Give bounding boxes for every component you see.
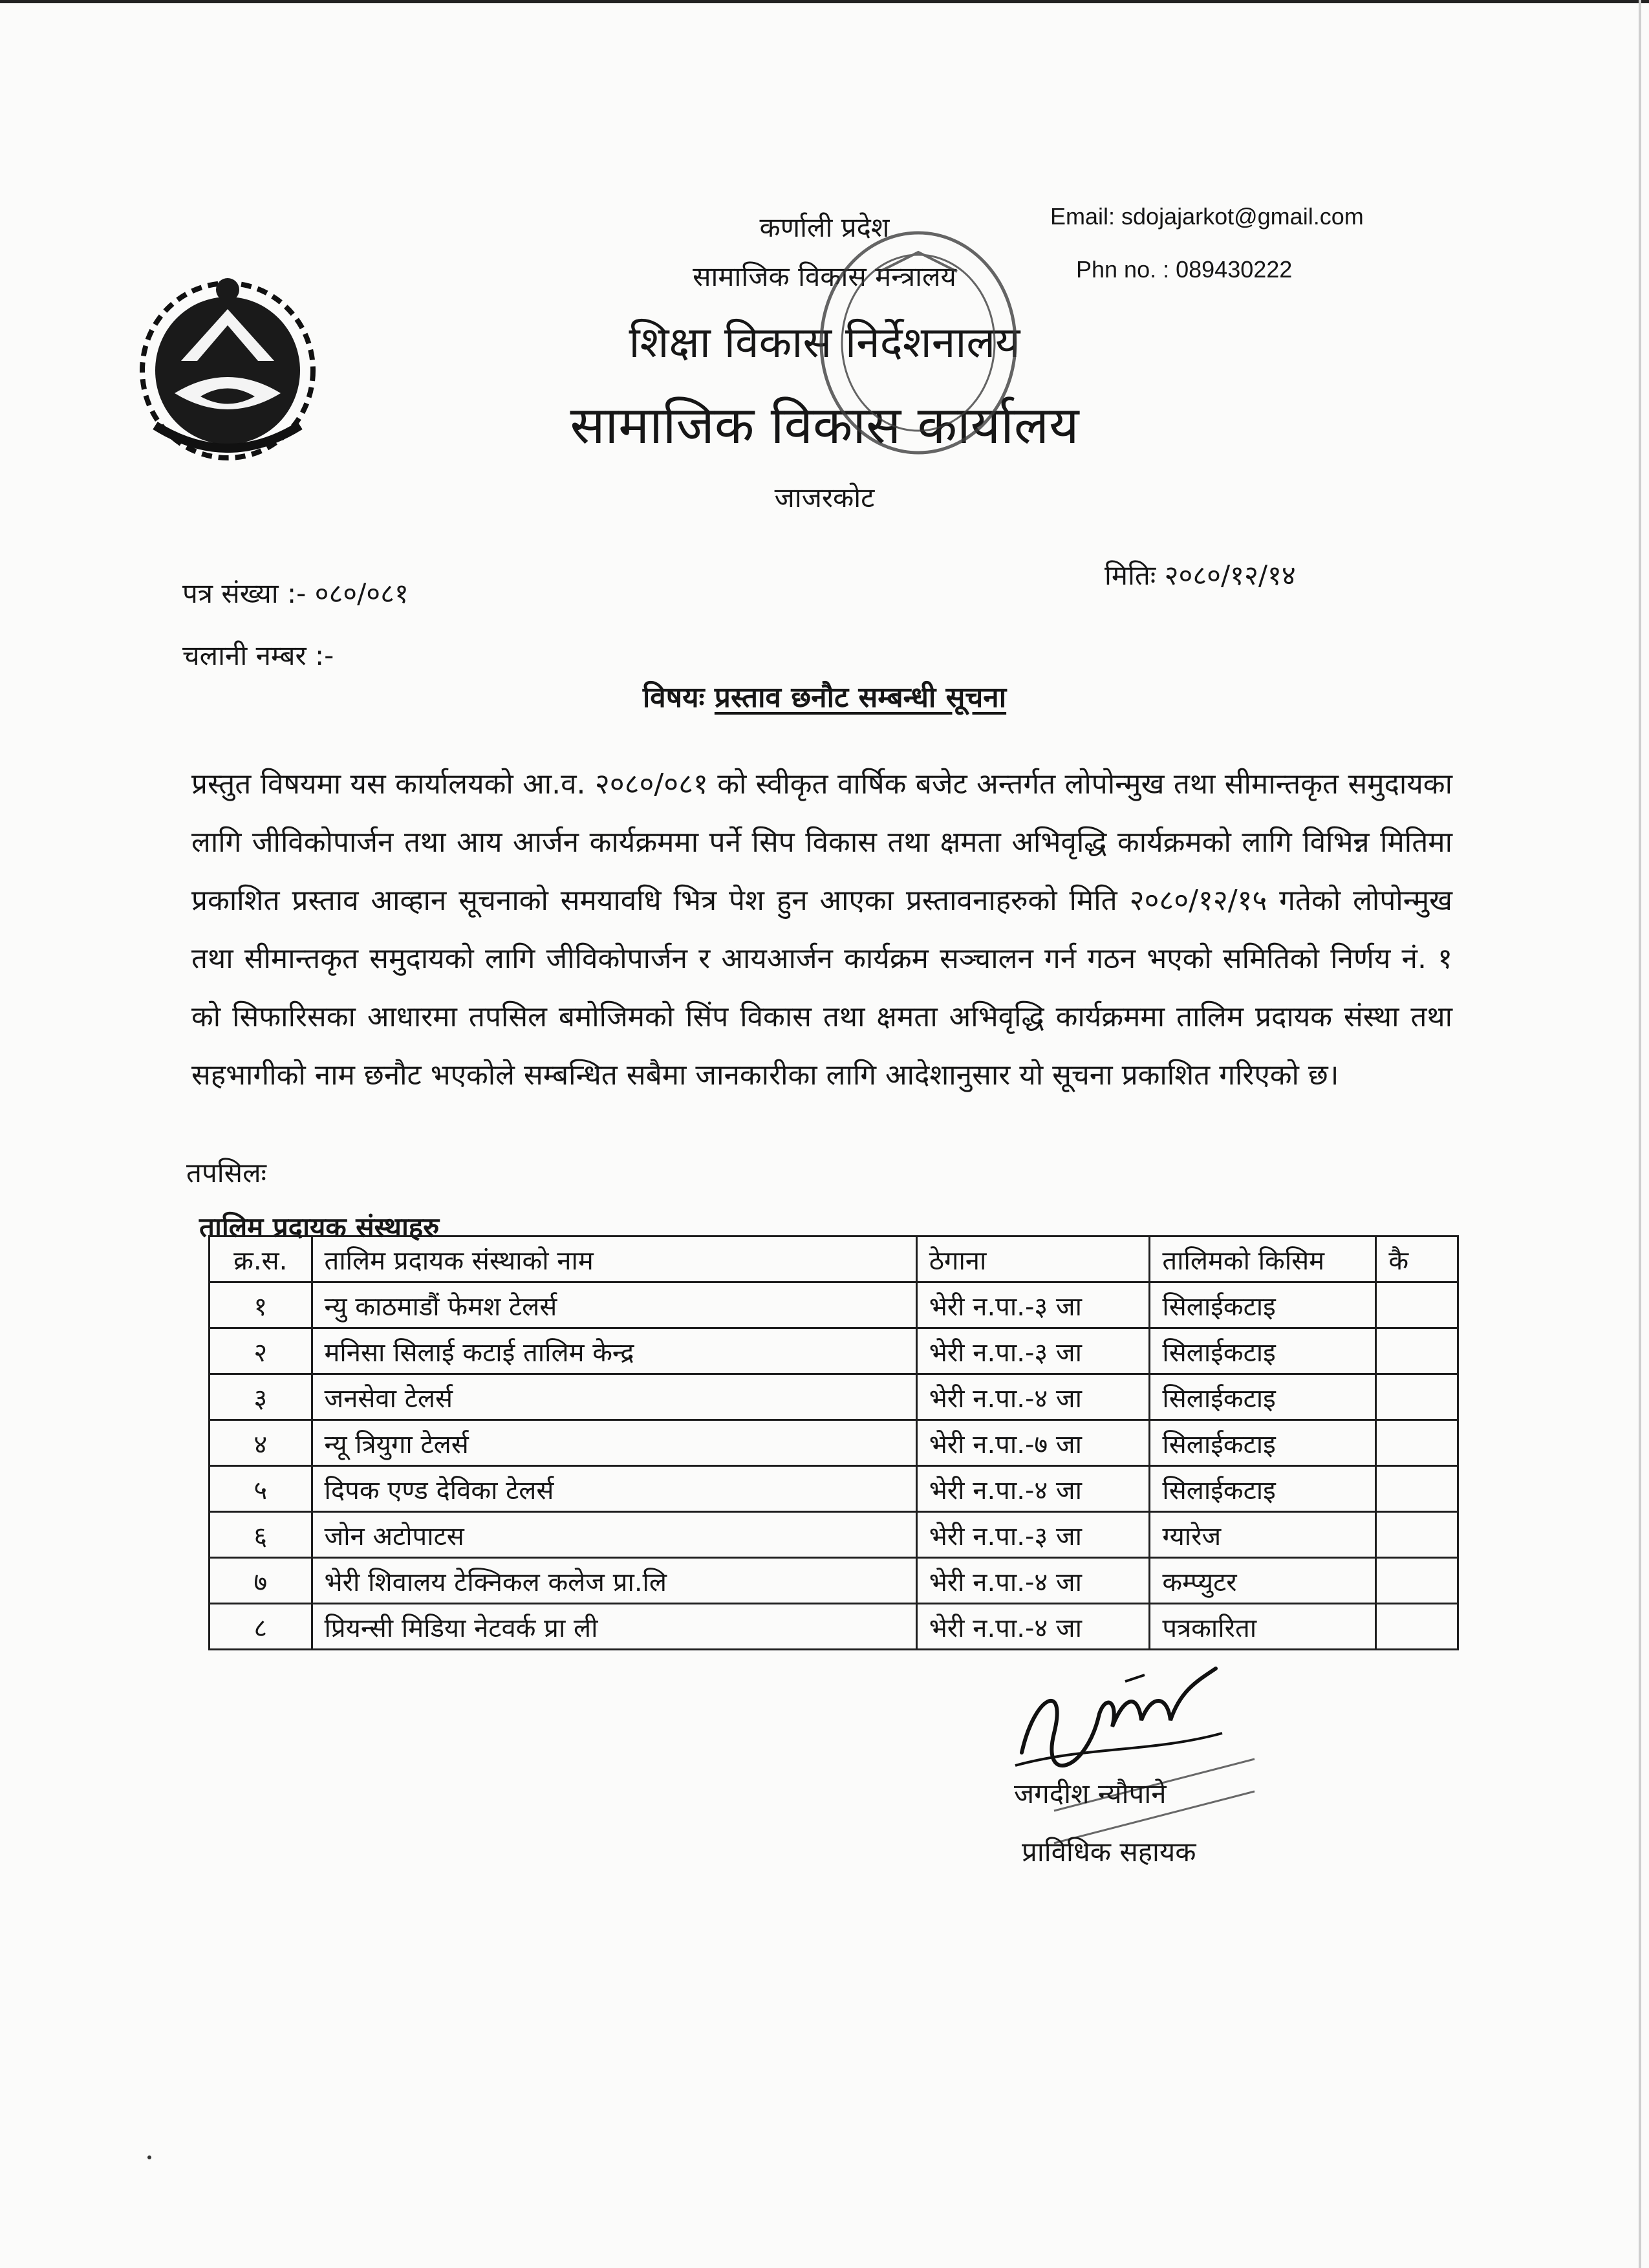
ministry-name: सामाजिक विकास मन्त्रालय [693, 261, 956, 292]
cell-name: भेरी शिवालय टेक्निकल कलेज प्रा.लि [312, 1558, 916, 1604]
cell-address: भेरी न.पा.-४ जा [916, 1466, 1150, 1512]
cell-remark [1376, 1466, 1458, 1512]
col-header-sn: क्र.स. [210, 1237, 312, 1282]
cell-sn: ४ [210, 1420, 312, 1466]
signatory-name: जगदीश न्यौपाने [1014, 1778, 1167, 1809]
table-row [210, 1420, 1458, 1466]
cell-remark [1376, 1558, 1458, 1604]
cell-name: न्यू त्रियुगा टेलर्स [312, 1420, 916, 1466]
cell-remark [1376, 1374, 1458, 1420]
cell-name: न्यु काठमाडौं फेमश टेलर्स [312, 1282, 916, 1328]
cell-sn: ६ [210, 1512, 312, 1558]
subject-text: प्रस्ताव छनौट सम्बन्धी सूचना [714, 681, 1007, 714]
col-header-type: तालिमको किसिम [1150, 1237, 1376, 1282]
cell-type: सिलाईकटाइ [1150, 1466, 1376, 1512]
cell-remark [1376, 1512, 1458, 1558]
col-header-remarks: कै [1376, 1237, 1458, 1282]
contact-phone: Phn no. : 089430222 [1076, 256, 1293, 283]
table-row [210, 1558, 1458, 1604]
dispatch-number: चलानी नम्बर :- [182, 640, 334, 671]
table-row [210, 1282, 1458, 1328]
top-scan-border [0, 0, 1649, 12]
cell-type: कम्प्युटर [1150, 1558, 1376, 1604]
cell-type: सिलाईकटाइ [1150, 1328, 1376, 1374]
table-row [210, 1466, 1458, 1512]
cell-sn: ३ [210, 1374, 312, 1420]
cell-address: भेरी न.पा.-४ जा [916, 1604, 1150, 1650]
col-header-name: तालिम प्रदायक संस्थाको नाम [312, 1237, 916, 1282]
cell-type: ग्यारेज [1150, 1512, 1376, 1558]
province-name: कर्णाली प्रदेश [759, 211, 890, 243]
table-row [210, 1512, 1458, 1558]
subject-label: विषयः [642, 681, 705, 714]
cell-name: प्रियन्सी मिडिया नेटवर्क प्रा ली [312, 1604, 916, 1650]
cell-name: मनिसा सिलाई कटाई तालिम केन्द्र [312, 1328, 916, 1374]
office-seal-stamp-icon [802, 213, 1035, 485]
cell-remark [1376, 1282, 1458, 1328]
cell-address: भेरी न.पा.-४ जा [916, 1558, 1150, 1604]
cell-type: सिलाईकटाइ [1150, 1420, 1376, 1466]
letter-date: मितिः २०८०/१२/१४ [1105, 559, 1296, 591]
details-label: तपसिलः [186, 1157, 267, 1189]
cell-address: भेरी न.पा.-४ जा [916, 1374, 1150, 1420]
cell-name: दिपक एण्ड देविका टेलर्स [312, 1466, 916, 1512]
notice-body: प्रस्तुत विषयमा यस कार्यालयको आ.व. २०८०/०८१ को स्वीकृत वार्षिक बजेट अन्तर्गत लोपोन्मुख तथा सीमान्तकृत समुदायका लागि जीविकोपार्जन तथा आय आर्जन कार्यक्रममा पर्ने सिप विकास तथा क्षमता अभिवृद्धि कार्यक्रमको लागि विभिन्न मितिमा प्रकाशित प्रस्ताव आव्हान सूचनाको समयावधि भित्र पेश हुन आएका प्रस्तावनाहरुको मिति २०८०/१२/१५ गतेको लोपोन्मुख तथा सीमान्तकृत समुदायको लागि जीविकोपार्जन र आयआर्जन कार्यक्रम सञ्चालन गर्न गठन भएको समितिको निर्णय नं. १ को सिफारिसका आधारमा तपसिल बमोजिमको सिंप विकास तथा क्षमता अभिवृद्धि कार्यक्रममा तालिम प्रदायक संस्था तथा सहभागीको नाम छनौट भएकोले सम्बन्धित सबैमा जानकारीका लागि आदेशानुसार यो सूचना प्रकाशित गरिएको छ। [191, 768, 1452, 1092]
office-location: जाजरकोट [774, 482, 875, 513]
cell-sn: २ [210, 1328, 312, 1374]
directorate-name: शिक्षा विकास निर्देशनालय [629, 318, 1020, 367]
cell-remark [1376, 1420, 1458, 1466]
table-header-row [210, 1237, 1458, 1282]
cell-type: सिलाईकटाइ [1150, 1282, 1376, 1328]
cell-address: भेरी न.पा.-३ जा [916, 1512, 1150, 1558]
contact-email: Email: sdojajarkot@gmail.com [1050, 203, 1364, 230]
cell-remark [1376, 1604, 1458, 1650]
cell-sn: ८ [210, 1604, 312, 1650]
subject-line [0, 676, 1649, 715]
cell-name: जोन अटोपाटस [312, 1512, 916, 1558]
cell-sn: ७ [210, 1558, 312, 1604]
table-row [210, 1328, 1458, 1374]
cell-type: सिलाईकटाइ [1150, 1374, 1376, 1420]
signatory-title: प्राविधिक सहायक [1022, 1836, 1196, 1868]
cell-sn: ५ [210, 1466, 312, 1512]
cell-remark [1376, 1328, 1458, 1374]
cell-address: भेरी न.पा.-७ जा [916, 1420, 1150, 1466]
cell-address: भेरी न.पा.-३ जा [916, 1282, 1150, 1328]
table-row [210, 1604, 1458, 1650]
col-header-address: ठेगाना [916, 1237, 1150, 1282]
letter-number: पत्र संख्या :- ०८०/०८१ [182, 578, 409, 609]
cell-name: जनसेवा टेलर्स [312, 1374, 916, 1420]
scan-speck [147, 2155, 151, 2159]
cell-type: पत्रकारिता [1150, 1604, 1376, 1650]
office-name: सामाजिक विकास कार्यालय [570, 395, 1079, 455]
cell-address: भेरी न.पा.-३ जा [916, 1328, 1150, 1374]
table-title: तालिम प्रदायक संस्थाहरु [199, 1211, 440, 1243]
table-row [210, 1374, 1458, 1420]
training-provider-table [208, 1235, 1459, 1650]
cell-sn: १ [210, 1282, 312, 1328]
